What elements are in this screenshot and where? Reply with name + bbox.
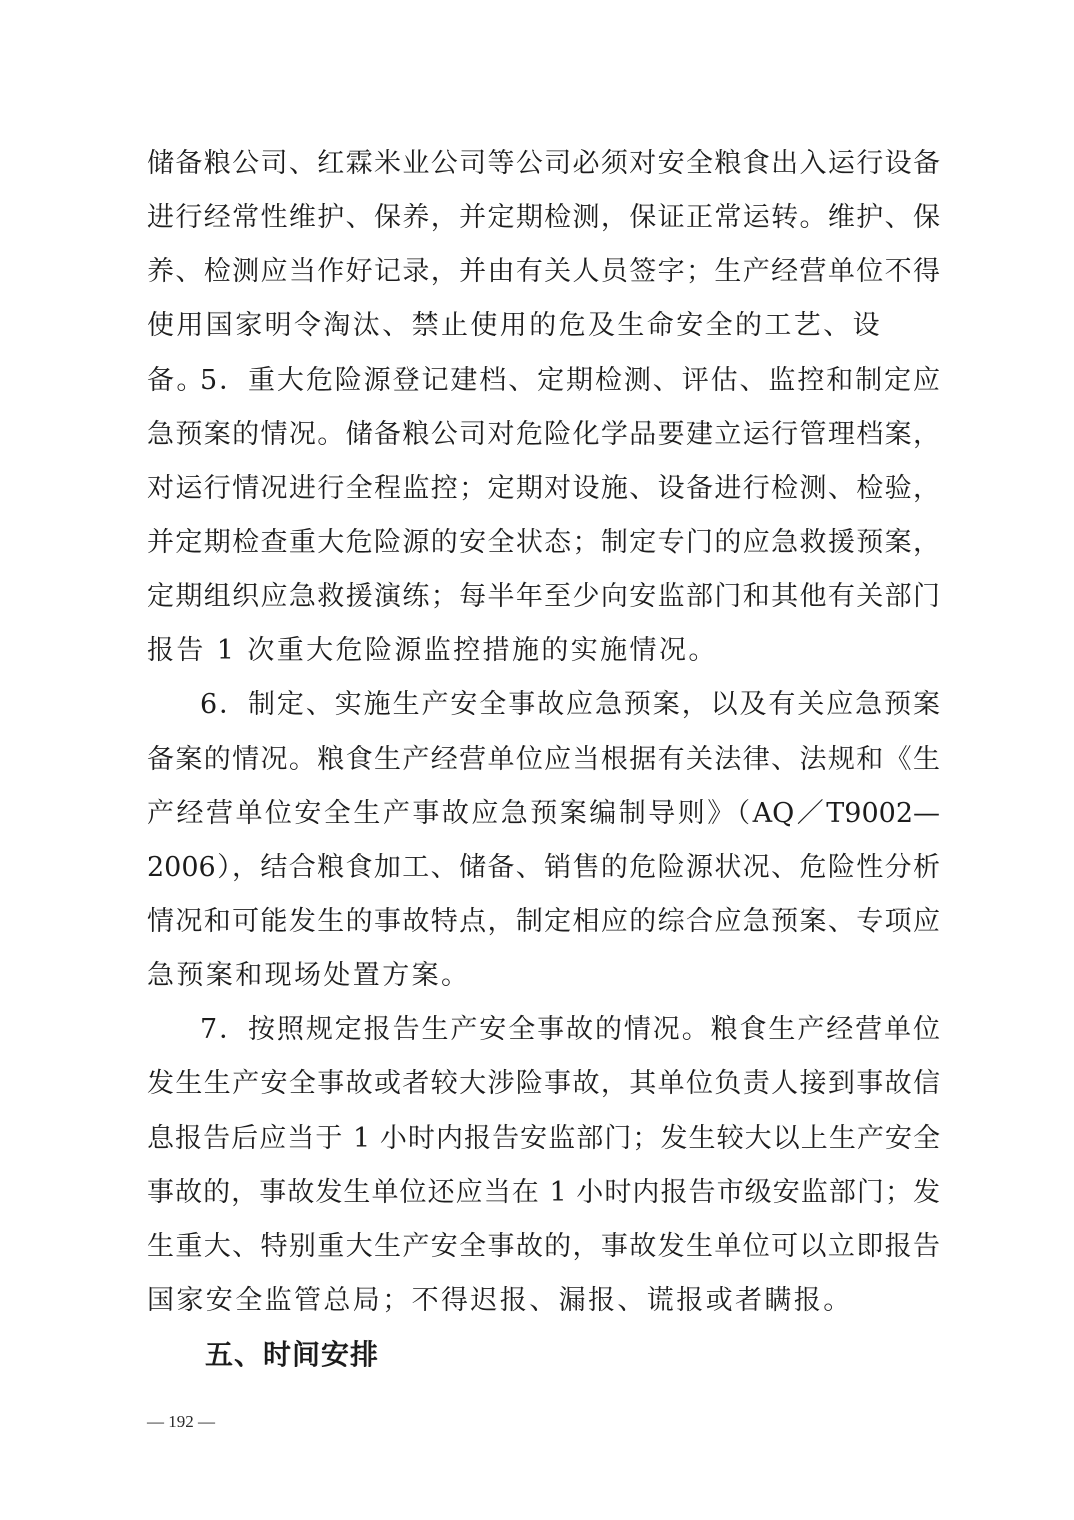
section-heading: 五、时间安排	[205, 1338, 380, 1372]
paragraph-line: 使用国家明令淘汰、禁止使用的危及生命安全的工艺、设备。	[147, 310, 882, 396]
paragraph-line: 储备粮公司、红霖米业公司等公司必须对安全粮食出入运行设备	[147, 148, 940, 179]
paragraph-line: 急预案和现场处置方案。	[147, 960, 471, 992]
paragraph-line: 国家安全监管总局；不得迟报、漏报、谎报或者瞒报。	[147, 1284, 853, 1316]
paragraph-line: 产经营单位安全生产事故应急预案编制导则》（AQ／T9002—	[147, 797, 940, 829]
paragraph-line: 进行经常性维护、保养，并定期检测，保证正常运转。维护、保	[147, 202, 940, 234]
paragraph-line: 7．按照规定报告生产安全事故的情况。粮食生产经营单位	[200, 1014, 940, 1046]
paragraph-line: 急预案的情况。储备粮公司对危险化学品要建立运行管理档案，	[147, 418, 940, 450]
paragraph-line: 备案的情况。粮食生产经营单位应当根据有关法律、法规和《生	[147, 743, 940, 775]
paragraph-line: 息报告后应当于 1 小时内报告安监部门；发生较大以上生产安全	[147, 1122, 940, 1154]
paragraph-line: 事故的，事故发生单位还应当在 1 小时内报告市级安监部门；发	[147, 1176, 940, 1208]
document-body	[147, 137, 940, 1382]
paragraph-line: 养、检测应当作好记录，并由有关人员签字；生产经营单位不得	[147, 256, 940, 288]
paragraph-line: 发生生产安全事故或者较大涉险事故，其单位负责人接到事故信	[147, 1068, 940, 1100]
paragraph-line: 对运行情况进行全程监控；定期对设施、设备进行检测、检验，	[147, 472, 940, 504]
paragraph-line: 情况和可能发生的事故特点，制定相应的综合应急预案、专项应	[147, 905, 940, 937]
paragraph-line: 定期组织应急救援演练；每半年至少向安监部门和其他有关部门	[147, 581, 940, 613]
paragraph-line: 并定期检查重大危险源的安全状态；制定专门的应急救援预案，	[147, 526, 940, 558]
paragraph	[147, 1003, 940, 1328]
paragraph	[147, 678, 940, 1003]
paragraph-line: 报告 1 次重大危险源监控措施的实施情况。	[147, 635, 718, 667]
page-number: — 192 —	[147, 1412, 215, 1431]
paragraph-line: 2006），结合粮食加工、储备、销售的危险源状况、危险性分析	[147, 851, 940, 883]
paragraph	[147, 354, 940, 679]
paragraph-line: 5．重大危险源登记建档、定期检测、评估、监控和制定应	[200, 364, 940, 396]
paragraph-line: 生重大、特别重大生产安全事故的，事故发生单位可以立即报告	[147, 1230, 940, 1262]
paragraph-line: 6．制定、实施生产安全事故应急预案，以及有关应急预案	[200, 689, 940, 721]
